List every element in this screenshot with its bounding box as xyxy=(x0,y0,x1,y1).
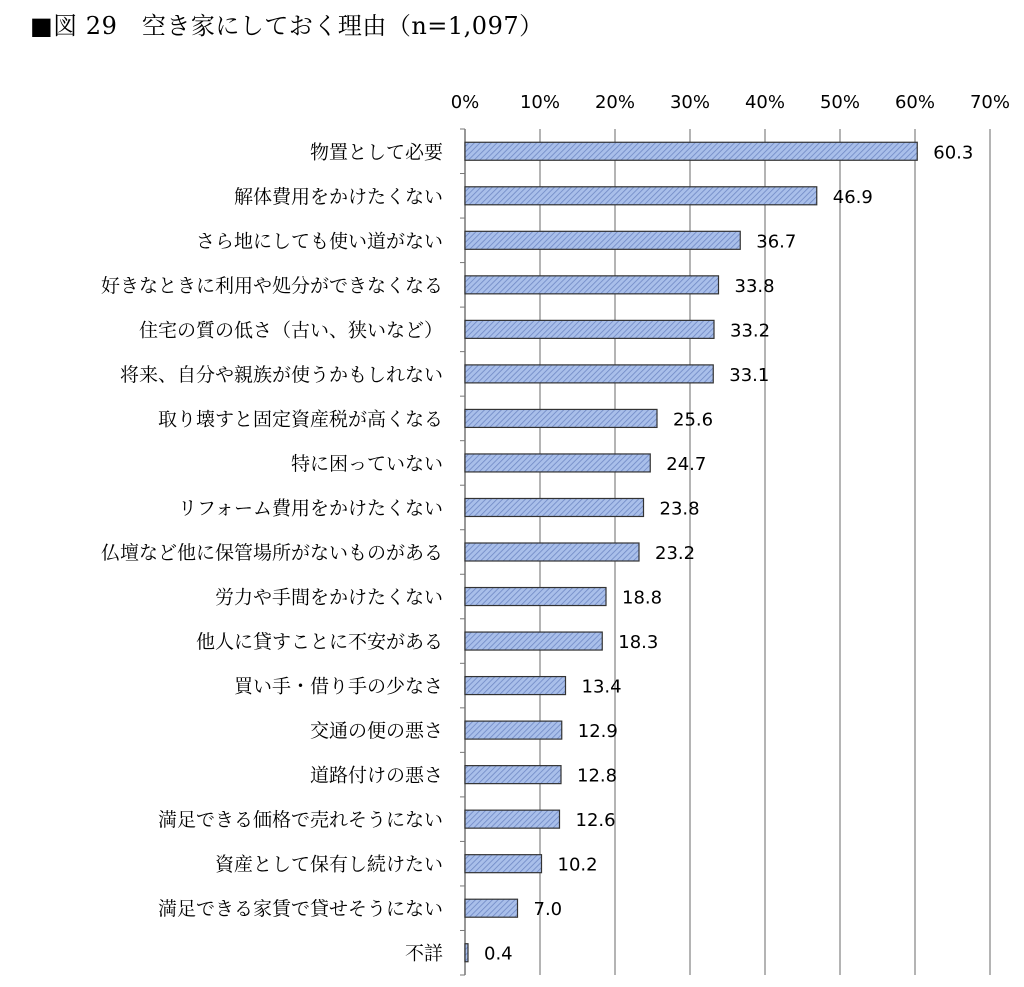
bar xyxy=(465,276,719,294)
bar xyxy=(465,142,917,160)
category-label: 満足できる家賃で貸せそうにない xyxy=(157,898,443,921)
category-label: 将来、自分や親族が使うかもしれない xyxy=(119,363,443,386)
x-tick-label: 30% xyxy=(669,92,711,113)
data-label: 23.8 xyxy=(659,498,700,520)
x-tick-label: 20% xyxy=(594,92,636,113)
data-label: 12.9 xyxy=(577,721,618,743)
x-axis-ticks xyxy=(451,92,1010,113)
bar xyxy=(465,721,562,739)
x-tick-label: 40% xyxy=(744,92,786,113)
bar xyxy=(465,899,518,917)
data-label: 33.8 xyxy=(734,275,775,297)
category-label: 住宅の質の低さ（古い、狭いなど） xyxy=(138,319,443,342)
bar xyxy=(465,543,639,561)
bar xyxy=(465,498,644,516)
bar xyxy=(465,454,650,472)
chart-title: ■図 29 空き家にしておく理由（n=1,097） xyxy=(30,12,544,40)
data-label: 33.2 xyxy=(730,320,771,342)
category-label: 他人に貸すことに不安がある xyxy=(195,631,443,654)
category-label: リフォーム費用をかけたくない xyxy=(177,497,443,520)
bar xyxy=(465,231,740,249)
bar xyxy=(465,632,602,650)
category-label: 労力や手間をかけたくない xyxy=(214,586,443,609)
bar xyxy=(465,365,713,383)
bar xyxy=(465,766,561,784)
bar xyxy=(465,588,606,606)
category-label: 物置として必要 xyxy=(309,141,443,164)
data-label: 23.2 xyxy=(655,543,696,564)
category-label: 交通の便の悪さ xyxy=(309,720,443,743)
x-tick-label: 60% xyxy=(894,92,936,113)
bar xyxy=(465,810,560,828)
bar xyxy=(465,187,817,205)
category-label: 特に困っていない xyxy=(290,452,443,475)
category-label: 満足できる価格で売れそうにない xyxy=(157,809,443,832)
data-label: 33.1 xyxy=(729,364,770,386)
data-label: 24.7 xyxy=(666,453,707,475)
data-label: 60.3 xyxy=(933,142,974,164)
category-label: 好きなときに利用や処分ができなくなる xyxy=(100,274,443,297)
x-tick-label: 10% xyxy=(519,92,561,113)
category-label: 買い手・借り手の少なさ xyxy=(233,675,443,698)
data-label: 18.3 xyxy=(618,632,659,654)
data-label: 36.7 xyxy=(756,231,797,253)
data-label: 18.8 xyxy=(622,587,663,609)
category-label: 仏壇など他に保管場所がないものがある xyxy=(100,542,443,564)
category-label: さら地にしても使い道がない xyxy=(195,230,443,253)
data-label: 25.6 xyxy=(673,409,714,431)
bar xyxy=(465,677,566,695)
bar xyxy=(465,855,542,873)
y-axis-ticks xyxy=(101,141,443,964)
x-tick-label: 50% xyxy=(819,92,861,113)
data-label: 7.0 xyxy=(533,899,563,921)
category-label: 取り壊すと固定資産税が高くなる xyxy=(157,408,443,431)
x-tick-label: 70% xyxy=(969,92,1011,113)
data-label: 12.8 xyxy=(577,765,618,787)
data-label: 0.4 xyxy=(484,943,513,965)
x-tick-label: 0% xyxy=(450,92,480,113)
category-label: 道路付けの悪さ xyxy=(309,764,443,787)
category-label: 不詳 xyxy=(404,942,443,965)
data-label: 12.6 xyxy=(575,810,616,832)
category-label: 資産として保有し続けたい xyxy=(214,853,443,876)
bar xyxy=(465,409,657,427)
bar xyxy=(465,944,468,962)
data-label: 46.9 xyxy=(832,186,873,208)
data-label: 10.2 xyxy=(557,854,598,876)
bar xyxy=(465,320,714,338)
data-label: 13.4 xyxy=(581,676,622,698)
category-label: 解体費用をかけたくない xyxy=(233,185,443,208)
